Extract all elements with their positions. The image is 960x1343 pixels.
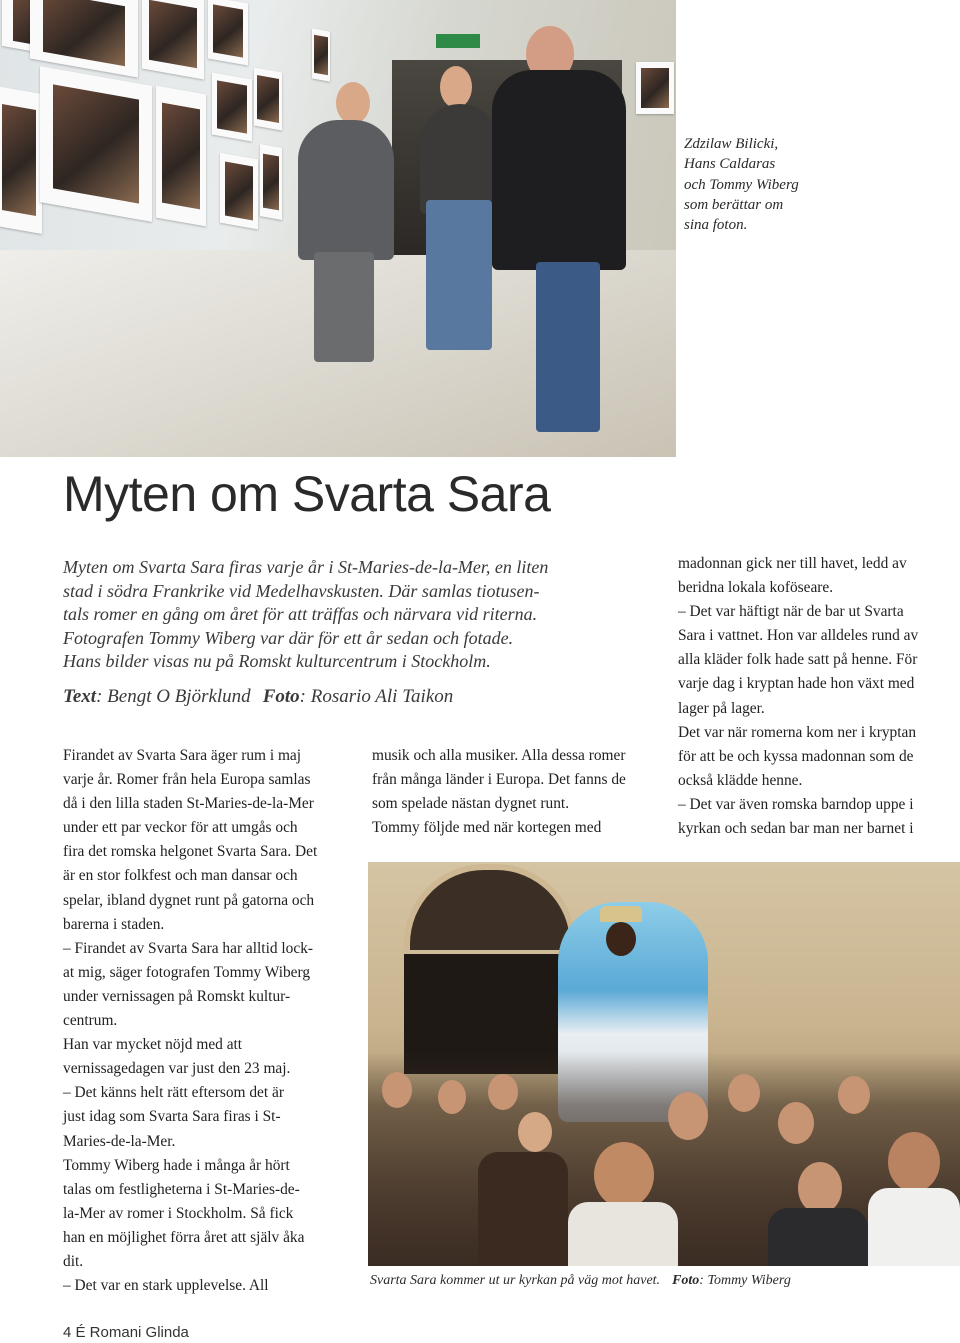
- framed-photo: [254, 68, 282, 131]
- framed-photo: [142, 0, 204, 79]
- framed-photo: [30, 0, 138, 78]
- article-lede: Myten om Svarta Sara firas varje år i St-Maries-de-la-Mer, en liten stad i södra Frankrike vid Medelhavskusten. Där samlas tiotusen- tals romer en gång om året för att träffas och närvara vid riterna. Fotografen Tommy Wiberg var där för ett år sedan och fotade. Hans bilder visas nu på Romskt kulturcentrum i Stockholm.: [63, 557, 549, 672]
- statue-face: [606, 922, 636, 956]
- bottom-photo-credit-value: : Tommy Wiberg: [699, 1273, 791, 1288]
- person-body: [298, 120, 394, 260]
- exit-sign: [436, 34, 480, 48]
- crowd-shirt: [478, 1152, 568, 1266]
- framed-photo: [312, 28, 330, 81]
- photo-credit-value: : Rosario Ali Taikon: [299, 686, 454, 707]
- page-folio: 4 É Romani Glinda: [63, 1324, 189, 1341]
- crowd-face: [438, 1080, 466, 1114]
- statue-crown: [600, 906, 642, 922]
- top-photo-caption: Zdzilaw Bilicki, Hans Caldaras och Tommy Wiberg som berättar om sina foton.: [684, 136, 799, 234]
- framed-photo: [40, 66, 152, 222]
- text-credit-value: : Bengt O Björklund: [96, 686, 251, 707]
- person-body: [492, 70, 626, 270]
- crowd-shirt: [768, 1208, 868, 1266]
- crowd-face: [518, 1112, 552, 1152]
- photo-credit-label: Foto: [262, 686, 300, 707]
- crowd-face: [382, 1072, 412, 1108]
- crowd-face: [668, 1092, 708, 1140]
- bottom-photo-credit-label: Foto: [672, 1273, 700, 1288]
- framed-photo: [636, 62, 674, 114]
- person-head: [440, 66, 472, 108]
- text-credit-label: Text: [63, 686, 97, 707]
- person-body: [420, 104, 500, 214]
- crowd-shirt: [568, 1202, 678, 1266]
- framed-photo: [156, 86, 206, 227]
- bottom-photo-caption: [370, 1273, 960, 1289]
- church-arch: [404, 864, 576, 950]
- crowd-face: [888, 1132, 940, 1192]
- body-column-1: Firandet av Svarta Sara äger rum i maj varje år. Romer från hela Europa samlas då i den lilla staden St-Maries-de-la-Mer under ett par veckor för att umgås och fira det romska helgonet Svarta Sara. Det är en stor folkfest och man dansar och spelar, ibland dygnet runt på gatorna och barerna i staden. – Firandet av Svarta Sara har alltid lock- at mig, säger fotografen Tommy Wiberg under vernissagen på Romskt kultur- centrum. Han var mycket nöjd med att vernissagedagen var just den 23 maj. – Det känns helt rätt eftersom det är just idag som Svarta Sara firas i St- Maries-de-la-Mer. Tommy Wiberg hade i många år hört talas om festligheterna i St-Maries-de- la-Mer av romer i Stockholm. Så fick han en möjlighet förra året att själv åka dit. – Det var en stark upplevelse. All: [63, 747, 318, 1295]
- body-column-2: musik och alla musiker. Alla dessa romer från många länder i Europa. Det fanns de som spelade nästan dygnet runt. Tommy följde med när kortegen med: [372, 747, 626, 837]
- crowd-face: [838, 1076, 870, 1114]
- crowd-face: [798, 1162, 842, 1214]
- framed-photo: [212, 72, 252, 141]
- crowd-shirt: [868, 1188, 960, 1266]
- person-legs: [314, 252, 374, 362]
- framed-photo: [260, 144, 282, 220]
- article-credits: [63, 686, 453, 708]
- framed-photo: [208, 0, 248, 66]
- crowd-face: [594, 1142, 654, 1208]
- crowd-face: [488, 1074, 518, 1110]
- photo-exhibition-visit: [0, 0, 676, 457]
- person-legs: [426, 200, 492, 350]
- framed-photo: [0, 86, 42, 234]
- article-title: Myten om Svarta Sara: [63, 466, 551, 522]
- crowd-face: [728, 1074, 760, 1112]
- photo-procession: [368, 862, 960, 1266]
- crowd-face: [778, 1102, 814, 1144]
- bottom-caption-text: Svarta Sara kommer ut ur kyrkan på väg mot havet.: [370, 1273, 661, 1288]
- person-head: [336, 82, 370, 124]
- body-column-3: madonnan gick ner till havet, ledd av beridna lokala koföseare. – Det var häftigt när de bar ut Svarta Sara i vattnet. Hon var alldeles rund av alla kläder folk hade satt på henne. För varje dag i kryptan hade hon växt med lager på lager. Det var när romerna kom ner i kryptan för att be och kyssa madonnan som de också klädde henne. – Det var även romska barndop uppe i kyrkan och sedan bar man ner barnet i: [678, 555, 919, 838]
- framed-photo: [220, 153, 258, 230]
- person-legs: [536, 262, 600, 432]
